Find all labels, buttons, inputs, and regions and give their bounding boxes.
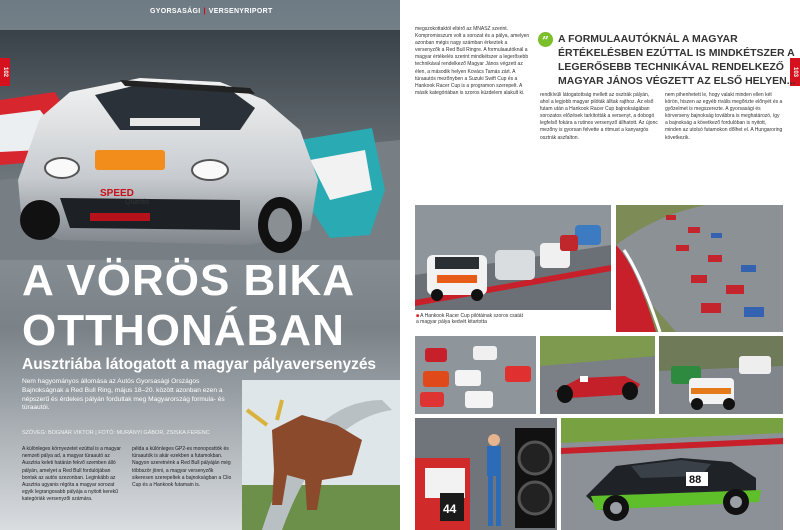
article-headline bbox=[22, 256, 355, 356]
quote-icon: ” bbox=[538, 32, 553, 47]
photo-formula-grid bbox=[616, 205, 783, 332]
photo-touring-cars bbox=[415, 205, 611, 310]
right-column-1 bbox=[415, 26, 533, 97]
hero-sponsor-text: Quantis bbox=[125, 199, 150, 206]
photo-caption-text: A Hankook Racer Cup pilótáinak szoros csatát a magyar pálya kedvét kitartotta bbox=[416, 313, 523, 325]
section-kicker: GYORSASÁGI | VERSENYRIPORT bbox=[150, 8, 273, 15]
pull-quote: A FORMULAAUTÓKNÁL A MAGYAR ÉRTÉKELÉSBEN EZÚTTAL IS MINDKÉTSZER A LEGERŐSEBB TECHNIKÁVAL RENDELKEZŐ MAGYAR JÁNOS VÉGZETT AZ ELSŐ HELYEN... bbox=[558, 33, 796, 87]
photo-green-touring-car bbox=[561, 418, 783, 530]
section-label: GYORSASÁGI bbox=[150, 8, 201, 15]
body-column-2 bbox=[132, 446, 236, 489]
subsection-label: VERSENYRIPORT bbox=[208, 8, 273, 15]
photo-grid-girl bbox=[415, 418, 557, 530]
page-number-right: 103 bbox=[790, 58, 800, 86]
headline-line-2: OTTHONÁBAN bbox=[22, 306, 345, 355]
hero-race-car-photo bbox=[0, 30, 400, 260]
bull-statue-photo bbox=[242, 380, 400, 530]
body-column-1 bbox=[22, 446, 126, 504]
article-subtitle: Ausztriába látogatott a magyar pályaversenyzés bbox=[22, 356, 377, 373]
hero-banner-text: SPEED bbox=[100, 188, 134, 199]
body-text-1: A különleges környezetet ezúttal is a magyar nemzeti pálya ad, a magyar túraautó az Ausztria keleti határán fekvő szemben álló pályán, amelyet a Red Bull fordulójában bontak az autós szezonban. Leginkább az Ausztria ugyanis régóta a magyar sorozat egyik legrangosabb pályája a nyitott kerekű kategóriák versenyzői számára. bbox=[22, 446, 121, 503]
page-number-left: 102 bbox=[0, 58, 10, 86]
photo-touring-pack bbox=[415, 336, 536, 414]
headline-line-1: A VÖRÖS BIKA bbox=[22, 256, 356, 305]
right-column-2 bbox=[540, 92, 658, 142]
orange-car-number: 44 bbox=[443, 502, 457, 516]
photo-bmw-cars bbox=[659, 336, 783, 414]
body-text-2: példa a különleges GP2-es monoposttók és túraautók is akár ezekben a futamokban. Nagyon szeretnénk a Red Bull pályáján még többször jönni, a magyar versenyzők sikeresen szerepeltek a bajnokságban a Clio Cup és a Hankook futamain is. bbox=[132, 446, 232, 489]
right-text-2: rendkívüli látogatottság mellett az osztrák pályán, ahol a legjobb magyar pilóták álltak rajthoz. Az első futam után a Hankook Racer Cup bajnokságában sorozatos előzések tarkították a versenyt, a dobogó legfelső fokára a rutinos versenyző állhatott. Az újonc mezőny is gyorsan felvette a ritmust a kanyargós osztrák aszfalton. bbox=[540, 92, 658, 141]
right-column-3 bbox=[665, 92, 783, 142]
photo-caption: ■ A Hankook Racer Cup pilótáinak szoros csatát a magyar pálya kedvét kitartotta bbox=[416, 313, 523, 325]
article-lead: Nem hagyományos állomása az Autós Gyorsasági Országos Bajnokságnak a Red Bull Ring, május 18–20. között azonban ezen a népszerű és érdekes pályán fordultak meg Magyarország formula- és túraautói. bbox=[22, 378, 225, 412]
right-text-1: megszokottaktól eltérő az MNASZ szerint. Kompromisszum volt a sorozat és a pálya, amelyen azonban mégis nagy számban érkeztek a versenyzők a Red Bull Ringre. A formulaautóknál a magyar értékelés szerint mindkétszer a legerősebb technikával rendelkező Magyar János végzett az élen, a második helyen Kovács Tamás zárt. A túraautós mezőnyben a Suzuki Swift Cup és a Hankook Racer Cup is a programon szerepelt. A másik kategóriában is szoros küzdelem alakult ki. bbox=[415, 26, 530, 96]
right-text-3: nem pihenhetett le, hogy valaki minden ellen két körön, hiszen az egyéb rivális megőrizte előnyét és a győzelmet is megszerezte. A gyorsasági és körverseny bajnokság továbbra is meghatározó, így a bajnokság a következő fordulóban is nyitott, minden az utolsó futamokon dőlhet el. A Hungaroring következik. bbox=[665, 92, 783, 141]
article-credits: SZÖVEG: BOGNÁR VIKTOR | FOTÓ: MURÁNYI GÁBOR, ZSISKA FERENC bbox=[22, 430, 210, 436]
photo-red-formula-car bbox=[540, 336, 655, 414]
green-car-number: 88 bbox=[689, 474, 702, 486]
